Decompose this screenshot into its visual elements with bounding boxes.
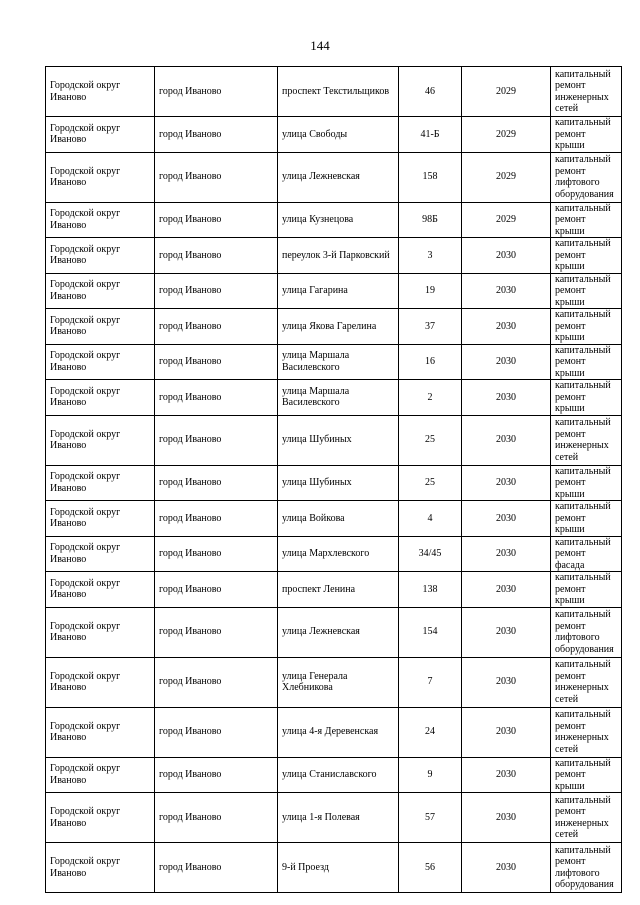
street-cell: улица Шубиных bbox=[278, 465, 399, 501]
district-cell: Городской округ Иваново bbox=[46, 607, 155, 657]
street-cell: проспект Ленина bbox=[278, 572, 399, 608]
district-cell: Городской округ Иваново bbox=[46, 273, 155, 309]
page-number: 144 bbox=[310, 38, 330, 53]
street-cell: улица 4-я Деревенская bbox=[278, 707, 399, 757]
street-cell: улица Маршала Василевского bbox=[278, 344, 399, 380]
work-type-cell: капитальный ремонт крыши bbox=[551, 465, 622, 501]
year-cell: 2030 bbox=[462, 607, 551, 657]
district-cell: Городской округ Иваново bbox=[46, 536, 155, 572]
table-row bbox=[46, 757, 622, 793]
table-row bbox=[46, 607, 622, 657]
district-cell: Городской округ Иваново bbox=[46, 202, 155, 238]
street-cell: улица Генерала Хлебникова bbox=[278, 657, 399, 707]
house-number-cell: 25 bbox=[399, 465, 462, 501]
house-number-cell: 158 bbox=[399, 152, 462, 202]
house-number-cell: 19 bbox=[399, 273, 462, 309]
repair-schedule-table bbox=[45, 66, 622, 893]
house-number-cell: 138 bbox=[399, 572, 462, 608]
street-cell: улица Мархлевского bbox=[278, 536, 399, 572]
table-row bbox=[46, 380, 622, 416]
table-row bbox=[46, 152, 622, 202]
work-type-cell: капитальный ремонт инженерных сетей bbox=[551, 67, 622, 117]
table-row bbox=[46, 238, 622, 274]
work-type-cell: капитальный ремонт крыши bbox=[551, 238, 622, 274]
house-number-cell: 7 bbox=[399, 657, 462, 707]
table-row bbox=[46, 843, 622, 893]
city-cell: город Иваново bbox=[155, 344, 278, 380]
house-number-cell: 46 bbox=[399, 67, 462, 117]
house-number-cell: 4 bbox=[399, 501, 462, 537]
year-cell: 2030 bbox=[462, 572, 551, 608]
year-cell: 2030 bbox=[462, 380, 551, 416]
work-type-cell: капитальный ремонт крыши bbox=[551, 501, 622, 537]
city-cell: город Иваново bbox=[155, 465, 278, 501]
city-cell: город Иваново bbox=[155, 843, 278, 893]
city-cell: город Иваново bbox=[155, 309, 278, 345]
house-number-cell: 57 bbox=[399, 793, 462, 843]
district-cell: Городской округ Иваново bbox=[46, 117, 155, 153]
table-row bbox=[46, 344, 622, 380]
year-cell: 2030 bbox=[462, 465, 551, 501]
street-cell: улица Лежневская bbox=[278, 607, 399, 657]
work-type-cell: капитальный ремонт крыши bbox=[551, 380, 622, 416]
work-type-cell: капитальный ремонт крыши bbox=[551, 757, 622, 793]
work-type-cell: капитальный ремонт лифтового оборудования bbox=[551, 843, 622, 893]
city-cell: город Иваново bbox=[155, 757, 278, 793]
table-row bbox=[46, 657, 622, 707]
city-cell: город Иваново bbox=[155, 67, 278, 117]
city-cell: город Иваново bbox=[155, 202, 278, 238]
year-cell: 2030 bbox=[462, 273, 551, 309]
street-cell: улица Шубиных bbox=[278, 415, 399, 465]
district-cell: Городской округ Иваново bbox=[46, 572, 155, 608]
district-cell: Городской округ Иваново bbox=[46, 465, 155, 501]
district-cell: Городской округ Иваново bbox=[46, 501, 155, 537]
work-type-cell: капитальный ремонт инженерных сетей bbox=[551, 415, 622, 465]
street-cell: улица Свободы bbox=[278, 117, 399, 153]
year-cell: 2029 bbox=[462, 152, 551, 202]
city-cell: город Иваново bbox=[155, 238, 278, 274]
district-cell: Городской округ Иваново bbox=[46, 757, 155, 793]
house-number-cell: 41-Б bbox=[399, 117, 462, 153]
district-cell: Городской округ Иваново bbox=[46, 238, 155, 274]
work-type-cell: капитальный ремонт крыши bbox=[551, 572, 622, 608]
work-type-cell: капитальный ремонт фасада bbox=[551, 536, 622, 572]
year-cell: 2029 bbox=[462, 67, 551, 117]
district-cell: Городской округ Иваново bbox=[46, 309, 155, 345]
district-cell: Городской округ Иваново bbox=[46, 67, 155, 117]
table-row bbox=[46, 707, 622, 757]
district-cell: Городской округ Иваново bbox=[46, 415, 155, 465]
year-cell: 2029 bbox=[462, 117, 551, 153]
year-cell: 2030 bbox=[462, 707, 551, 757]
street-cell: улица Якова Гарелина bbox=[278, 309, 399, 345]
city-cell: город Иваново bbox=[155, 607, 278, 657]
table-row bbox=[46, 793, 622, 843]
city-cell: город Иваново bbox=[155, 536, 278, 572]
house-number-cell: 154 bbox=[399, 607, 462, 657]
table-row bbox=[46, 415, 622, 465]
year-cell: 2030 bbox=[462, 344, 551, 380]
year-cell: 2030 bbox=[462, 793, 551, 843]
city-cell: город Иваново bbox=[155, 572, 278, 608]
street-cell: улица Станиславского bbox=[278, 757, 399, 793]
table-row bbox=[46, 309, 622, 345]
year-cell: 2030 bbox=[462, 757, 551, 793]
house-number-cell: 25 bbox=[399, 415, 462, 465]
district-cell: Городской округ Иваново bbox=[46, 152, 155, 202]
street-cell: переулок 3-й Парковский bbox=[278, 238, 399, 274]
house-number-cell: 24 bbox=[399, 707, 462, 757]
city-cell: город Иваново bbox=[155, 415, 278, 465]
city-cell: город Иваново bbox=[155, 152, 278, 202]
street-cell: проспект Текстильщиков bbox=[278, 67, 399, 117]
district-cell: Городской округ Иваново bbox=[46, 344, 155, 380]
district-cell: Городской округ Иваново bbox=[46, 793, 155, 843]
year-cell: 2030 bbox=[462, 657, 551, 707]
house-number-cell: 34/45 bbox=[399, 536, 462, 572]
year-cell: 2029 bbox=[462, 202, 551, 238]
district-cell: Городской округ Иваново bbox=[46, 707, 155, 757]
work-type-cell: капитальный ремонт крыши bbox=[551, 344, 622, 380]
table-row bbox=[46, 501, 622, 537]
street-cell: улица Войкова bbox=[278, 501, 399, 537]
district-cell: Городской округ Иваново bbox=[46, 380, 155, 416]
table-row bbox=[46, 202, 622, 238]
street-cell: 9-й Проезд bbox=[278, 843, 399, 893]
district-cell: Городской округ Иваново bbox=[46, 657, 155, 707]
work-type-cell: капитальный ремонт крыши bbox=[551, 117, 622, 153]
house-number-cell: 37 bbox=[399, 309, 462, 345]
year-cell: 2030 bbox=[462, 843, 551, 893]
table-row bbox=[46, 465, 622, 501]
city-cell: город Иваново bbox=[155, 117, 278, 153]
house-number-cell: 98Б bbox=[399, 202, 462, 238]
table-row bbox=[46, 536, 622, 572]
year-cell: 2030 bbox=[462, 309, 551, 345]
street-cell: улица Гагарина bbox=[278, 273, 399, 309]
work-type-cell: капитальный ремонт крыши bbox=[551, 309, 622, 345]
street-cell: улица Маршала Василевского bbox=[278, 380, 399, 416]
table-row bbox=[46, 67, 622, 117]
house-number-cell: 16 bbox=[399, 344, 462, 380]
city-cell: город Иваново bbox=[155, 273, 278, 309]
work-type-cell: капитальный ремонт инженерных сетей bbox=[551, 793, 622, 843]
street-cell: улица 1-я Полевая bbox=[278, 793, 399, 843]
work-type-cell: капитальный ремонт лифтового оборудования bbox=[551, 152, 622, 202]
district-cell: Городской округ Иваново bbox=[46, 843, 155, 893]
table-row bbox=[46, 117, 622, 153]
work-type-cell: капитальный ремонт крыши bbox=[551, 273, 622, 309]
street-cell: улица Лежневская bbox=[278, 152, 399, 202]
city-cell: город Иваново bbox=[155, 380, 278, 416]
year-cell: 2030 bbox=[462, 415, 551, 465]
city-cell: город Иваново bbox=[155, 707, 278, 757]
work-type-cell: капитальный ремонт лифтового оборудования bbox=[551, 607, 622, 657]
house-number-cell: 9 bbox=[399, 757, 462, 793]
house-number-cell: 2 bbox=[399, 380, 462, 416]
year-cell: 2030 bbox=[462, 536, 551, 572]
city-cell: город Иваново bbox=[155, 793, 278, 843]
year-cell: 2030 bbox=[462, 501, 551, 537]
work-type-cell: капитальный ремонт крыши bbox=[551, 202, 622, 238]
year-cell: 2030 bbox=[462, 238, 551, 274]
house-number-cell: 3 bbox=[399, 238, 462, 274]
city-cell: город Иваново bbox=[155, 657, 278, 707]
table-row bbox=[46, 273, 622, 309]
city-cell: город Иваново bbox=[155, 501, 278, 537]
street-cell: улица Кузнецова bbox=[278, 202, 399, 238]
work-type-cell: капитальный ремонт инженерных сетей bbox=[551, 657, 622, 707]
work-type-cell: капитальный ремонт инженерных сетей bbox=[551, 707, 622, 757]
table-row bbox=[46, 572, 622, 608]
house-number-cell: 56 bbox=[399, 843, 462, 893]
